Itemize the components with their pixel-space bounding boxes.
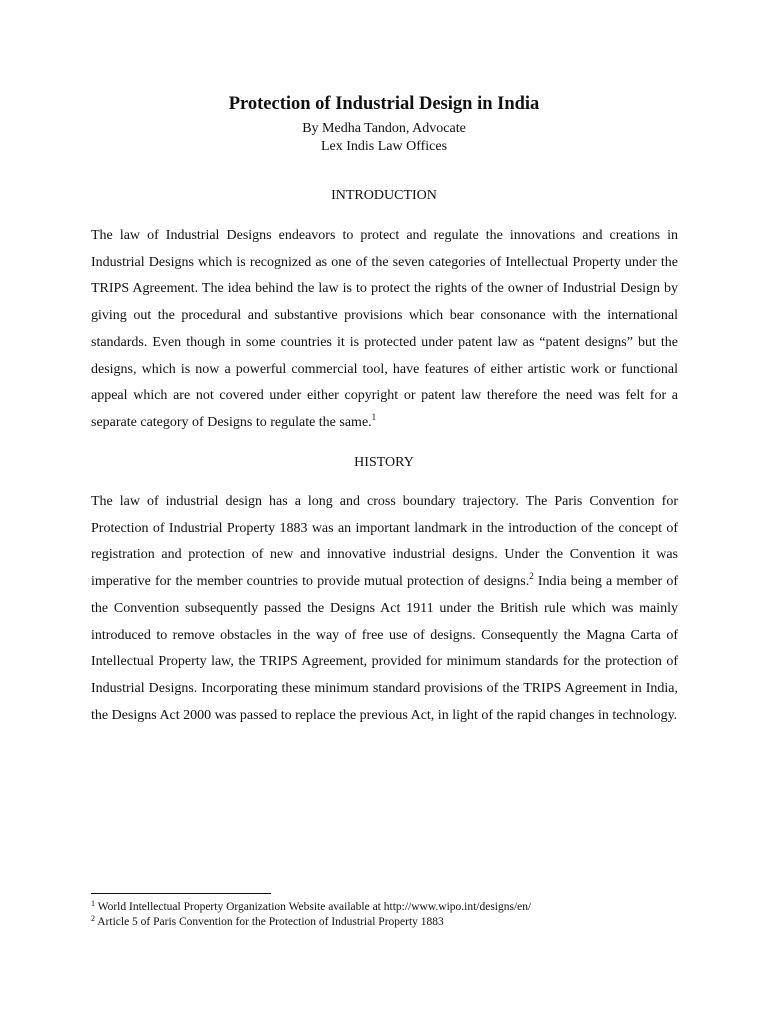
section-heading-introduction: INTRODUCTION <box>331 188 437 203</box>
introduction-text: The law of Industrial Designs endeavors to protect and regulate the innovations and creations in Industrial Designs which is recognized as one of the seven categories of Intellectual Property under the TRIPS Agreement. The idea behind the law is to protect the rights of the owner of Industrial Design by giving out the procedural and substantive provisions which bear consonance with the international standards. Even though in some countries it is protected under patent law as “patent designs” but the designs, which is now a powerful commercial tool, have features of either artistic work or functional appeal which are not covered under either copyright or patent law therefore the need was felt for a separate category of Designs to regulate the same. <box>91 228 678 430</box>
footnote-mark-1: 1 <box>91 899 95 908</box>
byline <box>0 120 768 156</box>
footnote-1 <box>91 900 678 915</box>
organization-line: Lex Indis Law Offices <box>320 139 448 154</box>
history-text-part2: India being a member of the Convention subsequently passed the Designs Act 1911 under the British rule which was mainly introduced to remove obstacles in the way of free use of designs. Consequently the Magna Carta of Intellectual Property law, the TRIPS Agreement, provided for minimum standards for the protection of Industrial Designs. Incorporating these minimum standard provisions of the TRIPS Agreement in India, the Designs Act 2000 was passed to replace the previous Act, in light of the rapid changes in technology. <box>91 574 678 723</box>
footnote-ref-1: 1 <box>371 411 377 422</box>
section-heading-history: HISTORY <box>354 455 414 470</box>
footnote-2 <box>91 915 678 930</box>
history-text-part1: The law of industrial design has a long and cross boundary trajectory. The Paris Convention for Protection of Industrial Property 1883 was an important landmark in the introduction of the concept of registration and protection of new and innovative industrial designs. Under the Convention it was imperative for the member countries to provide mutual protection of designs. <box>91 494 678 590</box>
author-line: By Medha Tandon, Advocate <box>302 121 466 136</box>
footnote-separator <box>91 893 271 894</box>
introduction-paragraph <box>91 223 678 437</box>
footnote-mark-2: 2 <box>91 914 95 923</box>
footnote-ref-2: 2 <box>529 571 534 582</box>
footnote-text-1: World Intellectual Property Organization Website available at http://www.wipo.int/designs/en/ <box>95 901 532 913</box>
footnote-text-2: Article 5 of Paris Convention for the Protection of Industrial Property 1883 <box>95 916 444 928</box>
history-paragraph <box>91 489 678 729</box>
document-title: Protection of Industrial Design in India <box>228 94 540 114</box>
footnotes <box>91 900 678 930</box>
